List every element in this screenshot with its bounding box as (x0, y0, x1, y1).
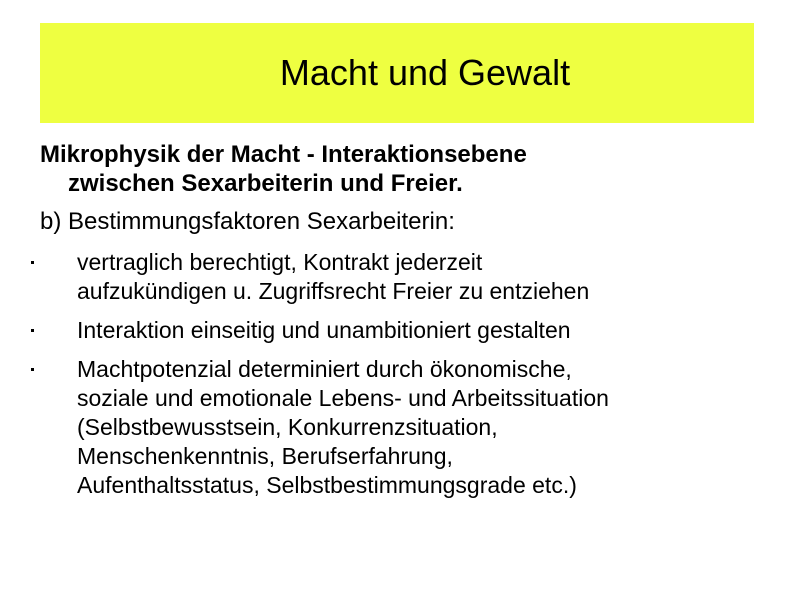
bullet-line: soziale und emotionale Lebens- und Arbeitssituation (77, 385, 609, 411)
title-banner (40, 23, 754, 123)
bullet-item (40, 355, 760, 500)
bullet-line: Menschenkenntnis, Berufserfahrung, (77, 443, 453, 469)
bullet-dot (31, 329, 34, 332)
slide-heading (40, 140, 760, 198)
heading-line-1: Mikrophysik der Macht - Interaktionsebene (40, 141, 527, 168)
bullet-line: (Selbstbewusstsein, Konkurrenzsituation, (77, 414, 498, 440)
slide-title: Macht und Gewalt (279, 52, 571, 93)
heading-line-2: zwischen Sexarbeiterin und Freier. (68, 170, 463, 197)
bullet-line: Machtpotenzial determiniert durch ökonomische, (77, 356, 572, 382)
slide-subheading: b) Bestimmungsfaktoren Sexarbeiterin: (40, 208, 455, 235)
slide-body (40, 140, 760, 500)
bullet-dot (31, 368, 34, 371)
bullet-line: vertraglich berechtigt, Kontrakt jederzeit (77, 249, 483, 275)
bullet-dot (31, 261, 34, 264)
bullet-line: aufzukündigen u. Zugriffsrecht Freier zu entziehen (77, 278, 590, 304)
bullet-line: Aufenthaltsstatus, Selbstbestimmungsgrade etc.) (77, 472, 577, 498)
bullet-line: Interaktion einseitig und unambitioniert gestalten (77, 317, 571, 343)
bullet-item (40, 248, 760, 306)
bullet-item (40, 316, 760, 345)
bullet-list (40, 248, 760, 500)
